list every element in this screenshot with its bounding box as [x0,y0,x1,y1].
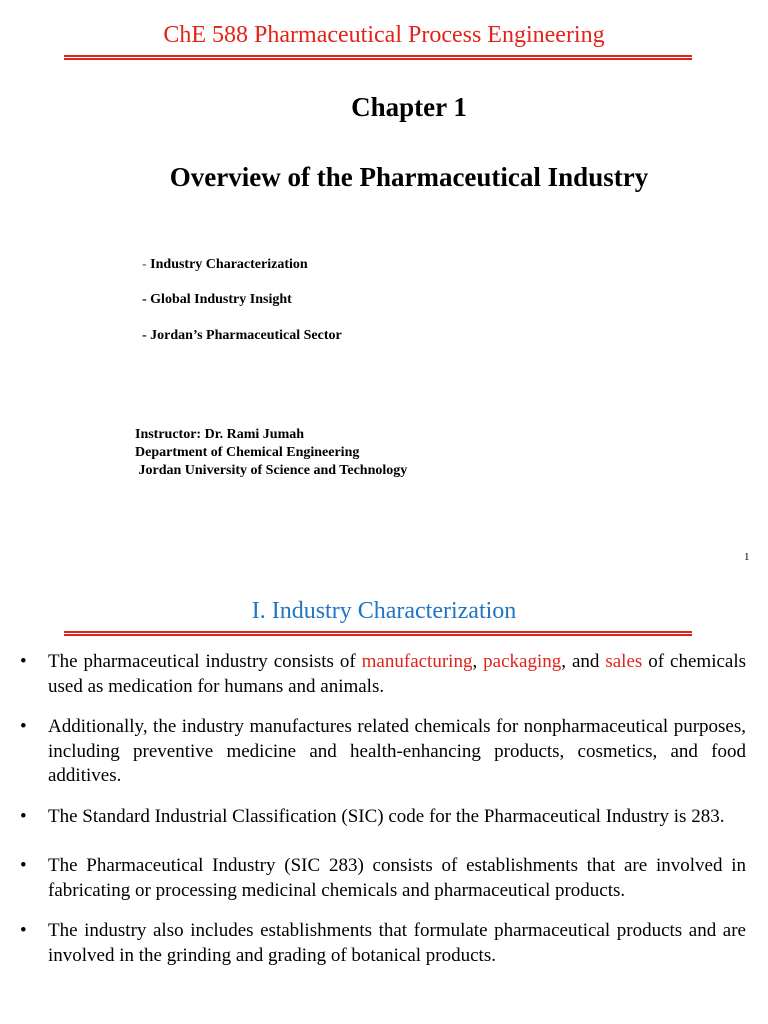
bullet-list [20,650,746,968]
bullet-text: , [472,651,484,672]
bullet-glyph: • [20,651,27,672]
bullet-text: The industry also includes establishments that formulate pharmaceutical products and are involved in the grinding and grading of botanical products. [48,920,746,966]
instructor-department: Department of Chemical Engineering [135,445,360,460]
bullet-text: , and [561,651,606,672]
bullet-item [20,854,746,903]
instructor-university: Jordan University of Science and Technology [135,463,408,478]
topic-label: Jordan’s Pharmaceutical Sector [146,328,342,343]
bullet-text: The pharmaceutical industry consists of [48,651,362,672]
header-divider [64,55,692,60]
topic-label: Global Industry Insight [146,292,292,307]
bullet-item [20,805,746,830]
bullet-glyph: • [20,716,27,737]
bullet-glyph: • [20,855,27,876]
topic-dash: - [142,328,147,343]
bullet-item [20,650,746,699]
chapter-title: Overview of the Pharmaceutical Industry [169,162,649,192]
section-title: I. Industry Characterization [251,598,517,624]
course-title: ChE 588 Pharmaceutical Process Engineering [163,22,605,48]
bullet-glyph: • [20,920,27,941]
bullet-text: Additionally, the industry manufactures related chemicals for nonpharmaceutical purposes, including preventive medicine and health-enhancing products, cosmetics, and food additives. [48,716,746,786]
topic-item-global-insight [142,291,292,309]
page-number: 1 [744,551,750,563]
bullet-text: of chemicals used as medication for humans and animals. [48,651,747,697]
topic-item-jordan-sector [142,327,342,345]
topic-dash: - [142,257,147,272]
bullet-item [20,919,746,968]
topic-label: Industry Characterization [146,257,308,272]
topic-dash: - [142,292,147,307]
bullet-text: The Pharmaceutical Industry (SIC 283) consists of establishments that are involved in fabricating or processing medicinal chemicals and pharmaceutical products. [48,855,746,901]
instructor-name: Instructor: Dr. Rami Jumah [135,427,305,442]
section-divider [64,631,692,636]
bullet-text: The Standard Industrial Classification (SIC) code for the Pharmaceutical Industry is 283. [48,805,725,827]
bullet-item [20,715,746,789]
highlight-packaging: packaging [483,651,562,672]
instructor-block [135,426,407,480]
highlight-sales: sales [605,651,643,672]
bullet-glyph: • [20,805,27,827]
highlight-manufacturing: manufacturing [361,651,473,672]
chapter-label: Chapter 1 [351,92,467,122]
topic-item-industry-characterization [142,256,308,274]
